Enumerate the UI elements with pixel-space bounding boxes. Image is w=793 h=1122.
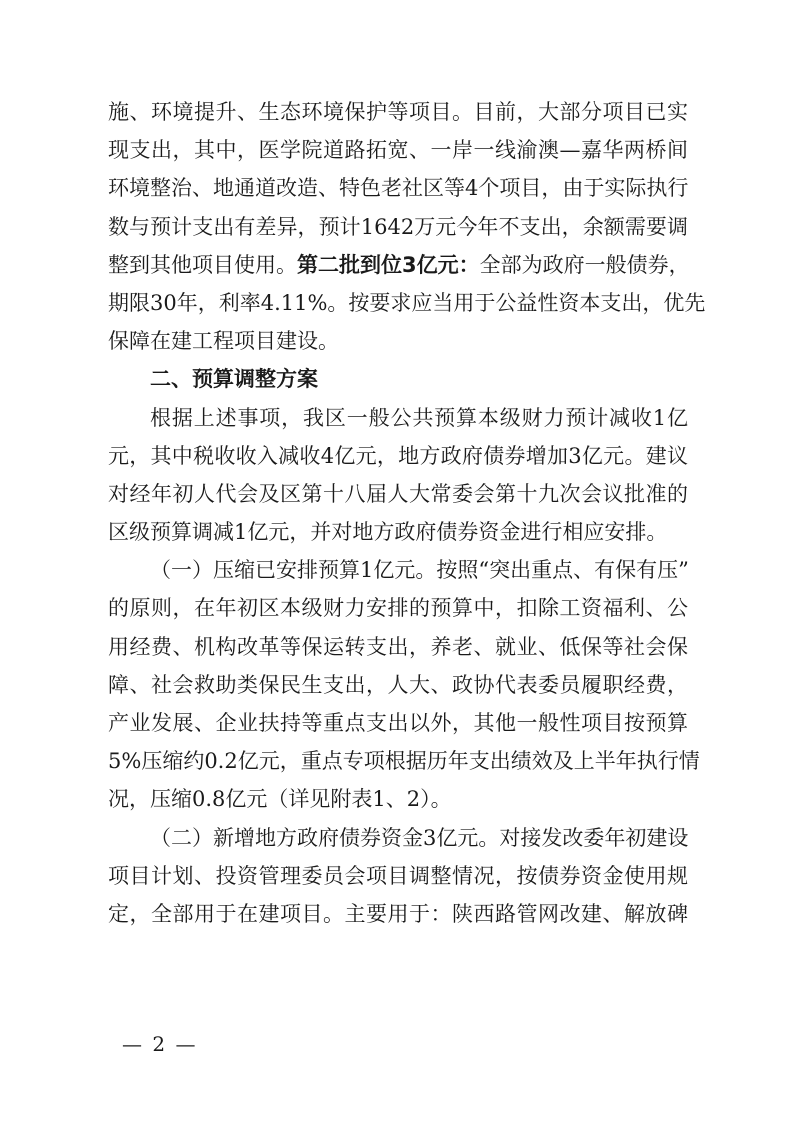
text-run: 整到其他项目使用。 <box>108 252 297 277</box>
bold-text-run: 第二批到位3亿元： <box>297 252 480 277</box>
paragraph-line: 元，其中税收收入减收4亿元，地方政府债券增加3亿元。建议 <box>108 443 688 468</box>
paragraph-line: 数与预计支出有差异，预计1642万元今年不支出，余额需要调 <box>108 214 688 239</box>
paragraph-line: 根据上述事项，我区一般公共预算本级财力预计减收1亿 <box>150 405 688 430</box>
document-body <box>108 93 706 933</box>
paragraph-line: 的原则，在年初区本级财力安排的预算中，扣除工资福利、公 <box>108 596 688 621</box>
paragraph-line: 环境整治、地通道改造、特色老社区等4个项目，由于实际执行 <box>108 176 689 201</box>
paragraph-line: 对经年初人代会及区第十八届人大常委会第十九次会议批准的 <box>108 481 688 506</box>
paragraph-line: 况，压缩0.8亿元（详见附表1、2）。 <box>108 787 452 812</box>
paragraph-line: 用经费、机构改革等保运转支出，养老、就业、低保等社会保 <box>108 634 688 659</box>
paragraph-line: 施、环境提升、生态环境保护等项目。目前，大部分项目已实 <box>108 100 688 124</box>
paragraph-line: 保障在建工程项目建设。 <box>108 329 339 354</box>
paragraph-line: 5%压缩约0.2亿元，重点专项根据历年支出绩效及上半年执行情 <box>108 749 700 774</box>
paragraph-line: （二）新增地方政府债券资金3亿元。对接发改委年初建设 <box>150 825 689 850</box>
paragraph-line: 现支出，其中，医学院道路拓宽、一岸一线渝澳—嘉华两桥间 <box>108 138 688 163</box>
paragraph-line: （一）压缩已安排预算1亿元。按照“突出重点、有保有压” <box>150 558 689 583</box>
paragraph-line: 产业发展、企业扶持等重点支出以外，其他一般性项目按预算 <box>108 711 688 735</box>
section-heading: 二、预算调整方案 <box>150 367 318 392</box>
text-run: 全部为政府一般债券， <box>479 252 690 277</box>
paragraph-line: 项目计划、投资管理委员会项目调整情况，按债券资金使用规 <box>108 863 688 888</box>
paragraph-line: 障、社会救助类保民生支出，人大、政协代表委员履职经费， <box>108 672 688 697</box>
paragraph-line: 定，全部用于在建项目。主要用于：陕西路管网改建、解放碑 <box>108 901 688 926</box>
page-number: — 2 — <box>122 1032 198 1056</box>
paragraph-line: 区级预算调减1亿元，并对地方政府债券资金进行相应安排。 <box>108 520 668 545</box>
paragraph-line <box>108 246 688 284</box>
paragraph-line: 期限30年，利率4.11%。按要求应当用于公益性资本支出，优先 <box>108 290 706 315</box>
